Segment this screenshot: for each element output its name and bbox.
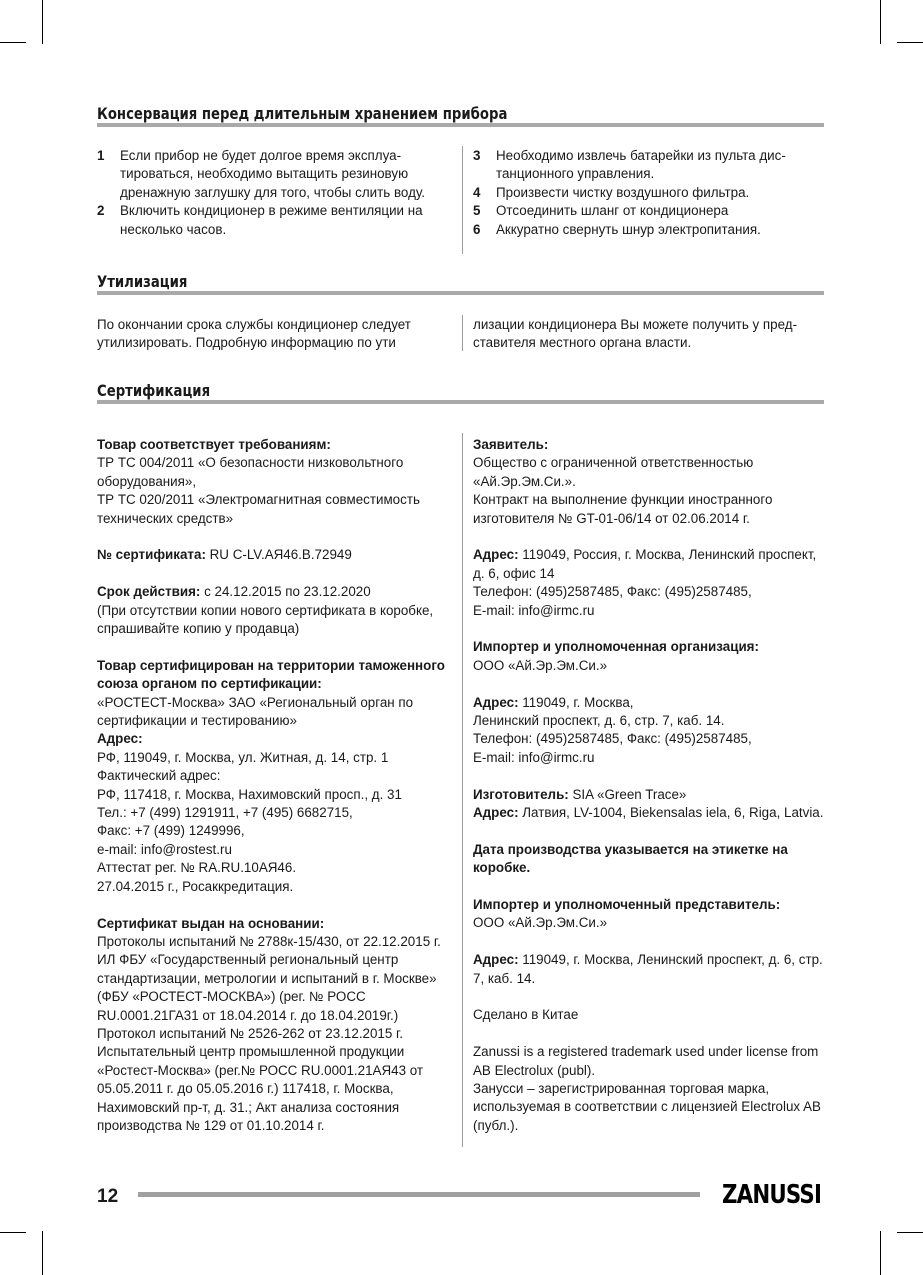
body-address: РФ, 119049, г. Москва, ул. Житная, д. 14, стр. 1 — [97, 749, 389, 765]
manufacturer-address-label: Адрес: — [473, 805, 519, 821]
importer-address-line: Ленинский проспект, д. 6, стр. 7, каб. 14. — [473, 713, 725, 729]
crop-mark — [42, 0, 43, 44]
cert-number-block — [97, 546, 447, 564]
compliance-line: ТР ТС 004/2011 «О безопасности низковольтного оборудования», — [97, 455, 404, 489]
certification-body-block — [97, 657, 447, 896]
applicant-address-block — [473, 546, 825, 620]
cert-number-value: RU C-LV.АЯ46.В.72949 — [205, 547, 352, 563]
production-date-block — [473, 841, 825, 878]
footer-rule — [138, 1192, 700, 1197]
certification-left-column — [97, 436, 447, 1154]
applicant-block — [473, 436, 825, 528]
manufacturer-label: Изготовитель: — [473, 786, 569, 802]
body-actual-label: Фактический адрес: — [97, 768, 221, 784]
production-date: Дата производства указывается на этикетке на коробке. — [473, 841, 788, 876]
column-divider — [462, 433, 463, 1147]
list-item: 2 Включить кондиционер в режиме вентиляции на несколько часов. — [97, 203, 423, 237]
crop-mark — [0, 1232, 26, 1233]
representative-title: Импортер и уполномоченный представитель: — [473, 897, 781, 913]
disposal-text-left: По окончании срока службы кондиционер следует утилизировать. Подробную информацию по ути — [97, 317, 411, 351]
importer-phone: Телефон: (495)2587485, Факс: (495)2587485, — [473, 731, 752, 747]
validity-label: Срок действия: — [97, 584, 201, 600]
validity-value: с 24.12.2015 по 23.12.2020 — [200, 584, 371, 600]
body-actual: РФ, 117418, г. Москва, Нахимовский просп., д. 31 — [97, 786, 402, 802]
crop-mark — [42, 1231, 43, 1275]
importer-address-label: Адрес: — [473, 694, 519, 710]
applicant-address-label: Адрес: — [473, 547, 519, 563]
manufacturer-address-value: Латвия, LV-1004, Biekensalas iela, 6, Riga, Latvia. — [518, 805, 824, 821]
body-email: e-mail: info@rostest.ru — [97, 841, 232, 857]
importer-email: E-mail: info@irmc.ru — [473, 749, 595, 765]
importer-address-block — [473, 694, 825, 768]
section-heading-certification: Сертификация — [97, 381, 211, 400]
crop-mark — [0, 42, 26, 43]
storage-steps-right — [473, 147, 825, 239]
importer-text: ООО «Ай.Эр.Эм.Си.» — [473, 657, 608, 673]
body-address-label: Адрес: — [97, 731, 143, 747]
importer-address-value: 119049, г. Москва, — [518, 694, 634, 710]
importer-block — [473, 638, 825, 675]
crop-mark — [880, 0, 881, 44]
storage-steps-left — [97, 147, 447, 239]
body-title: Товар сертифицирован на территории таможенного союза органом по сертификации: — [97, 657, 445, 692]
made-in-block — [473, 1006, 825, 1024]
manufacturer-block — [473, 786, 825, 823]
brand-logo: ZANUSSI — [722, 1180, 822, 1210]
representative-address-label: Адрес: — [473, 952, 519, 968]
applicant-title: Заявитель: — [473, 437, 549, 452]
basis-title: Сертификат выдан на основании: — [97, 915, 325, 931]
section-heading-storage: Консервация перед длительным хранением прибора — [97, 104, 508, 123]
body-accr: 27.04.2015 г., Росаккредитация. — [97, 878, 294, 894]
cert-number-label: № сертификата: — [97, 547, 206, 563]
crop-mark — [897, 1232, 923, 1233]
trademark-ru: Занусси – зарегистрированная торговая марка, используемая в соответствии с лицензией Electrolux AB (публ.). — [473, 1081, 821, 1133]
representative-address-value: 119049, г. Москва, Ленинский проспект, д. 6, стр. 7, каб. 14. — [473, 952, 823, 986]
body-tel: Тел.: +7 (499) 1291911, +7 (495) 6682715, — [97, 805, 353, 821]
validity-note: (При отсутствии копии нового сертификата в коробке, спрашивайте копию у продавца) — [97, 602, 434, 637]
applicant-phone: Телефон: (495)2587485, Факс: (495)2587485, — [473, 584, 752, 600]
body-attest: Аттестат рег. № RA.RU.10АЯ46. — [97, 860, 297, 876]
list-item: 6 Аккуратно свернуть шнур электропитания. — [473, 221, 761, 237]
validity-block — [97, 583, 447, 638]
applicant-text: Общество с ограниченной ответственностью «Ай.Эр.Эм.Си.». — [473, 455, 754, 489]
compliance-title: Товар соответствует требованиям: — [97, 437, 331, 452]
crop-mark — [880, 1231, 881, 1275]
manufacturer-value: SIA «Green Trace» — [568, 786, 687, 802]
section-rule — [97, 400, 824, 404]
representative-block — [473, 896, 825, 933]
representative-text: ООО «Ай.Эр.Эм.Си.» — [473, 915, 608, 931]
section-rule — [97, 291, 824, 295]
basis-text: Протоколы испытаний № 2788к-15/430, от 22.12.2015 г. ИЛ ФБУ «Государственный региональный центр стандартизации, метрологии и испытаний в г. Москве» (ФБУ «РОСТЕСТ-МОСКВА») (рег. № РОСС RU.0001.21ГА31 от 18.04.2014 г. до 18.04.2019г.) Протокол испытаний № 2526-262 от 23.12.2015 г. Испытательный центр промышленной продукции «Ростест-Москва» (рег.№ РОСС RU.0001.21АЯ43 от 05.05.2011 г. до 05.05.2016 г.) 117418, г. Москва, Нахимовский пр-т, д. 31.; Акт анализа состояния производства № 129 от 01.10.2014 г. — [97, 933, 441, 1133]
section-rule — [97, 123, 824, 127]
trademark-block — [473, 1043, 825, 1135]
trademark-en: Zanussi is a registered trademark used under license from AB Electrolux (publ). — [473, 1044, 819, 1078]
list-item: 4 Произвести чистку воздушного фильтра. — [473, 184, 750, 200]
column-divider — [462, 315, 463, 351]
compliance-line: ТР ТС 020/2011 «Электромагнитная совместимость технических средств» — [97, 492, 420, 526]
crop-mark — [897, 42, 923, 43]
section-heading-disposal: Утилизация — [97, 272, 188, 291]
compliance-block — [97, 436, 447, 528]
page-number: 12 — [97, 1186, 119, 1207]
column-divider — [462, 146, 463, 254]
representative-address-block — [473, 951, 825, 988]
importer-title: Импортер и уполномоченная организация: — [473, 639, 759, 655]
body-fax: Факс: +7 (499) 1249996, — [97, 823, 245, 839]
list-item: 3 Необходимо извлечь батарейки из пульта дистанционного управления. — [473, 148, 786, 182]
disposal-text-right: лизации кондиционера Вы можете получить у представителя местного органа власти. — [473, 317, 798, 351]
basis-block — [97, 915, 447, 1136]
made-in: Сделано в Китае — [473, 1007, 579, 1023]
applicant-address-value: 119049, Россия, г. Москва, Ленинский проспект, д. 6, офис 14 — [473, 547, 817, 581]
certification-right-column — [473, 436, 825, 1154]
applicant-contract: Контракт на выполнение функции иностранного изготовителя № GT-01-06/14 от 02.06.2014 г. — [473, 492, 773, 526]
body-org: «РОСТЕСТ-Москва» ЗАО «Региональный орган по сертификации и тестированию» — [97, 694, 414, 729]
applicant-email: E-mail: info@irmc.ru — [473, 602, 595, 618]
list-item: 1 Если прибор не будет долгое время эксплуатироваться, необходимо вытащить резиновую дренажную заглушку для того, чтобы слить воду. — [97, 148, 425, 200]
list-item: 5 Отсоединить шланг от кондиционера — [473, 203, 729, 219]
